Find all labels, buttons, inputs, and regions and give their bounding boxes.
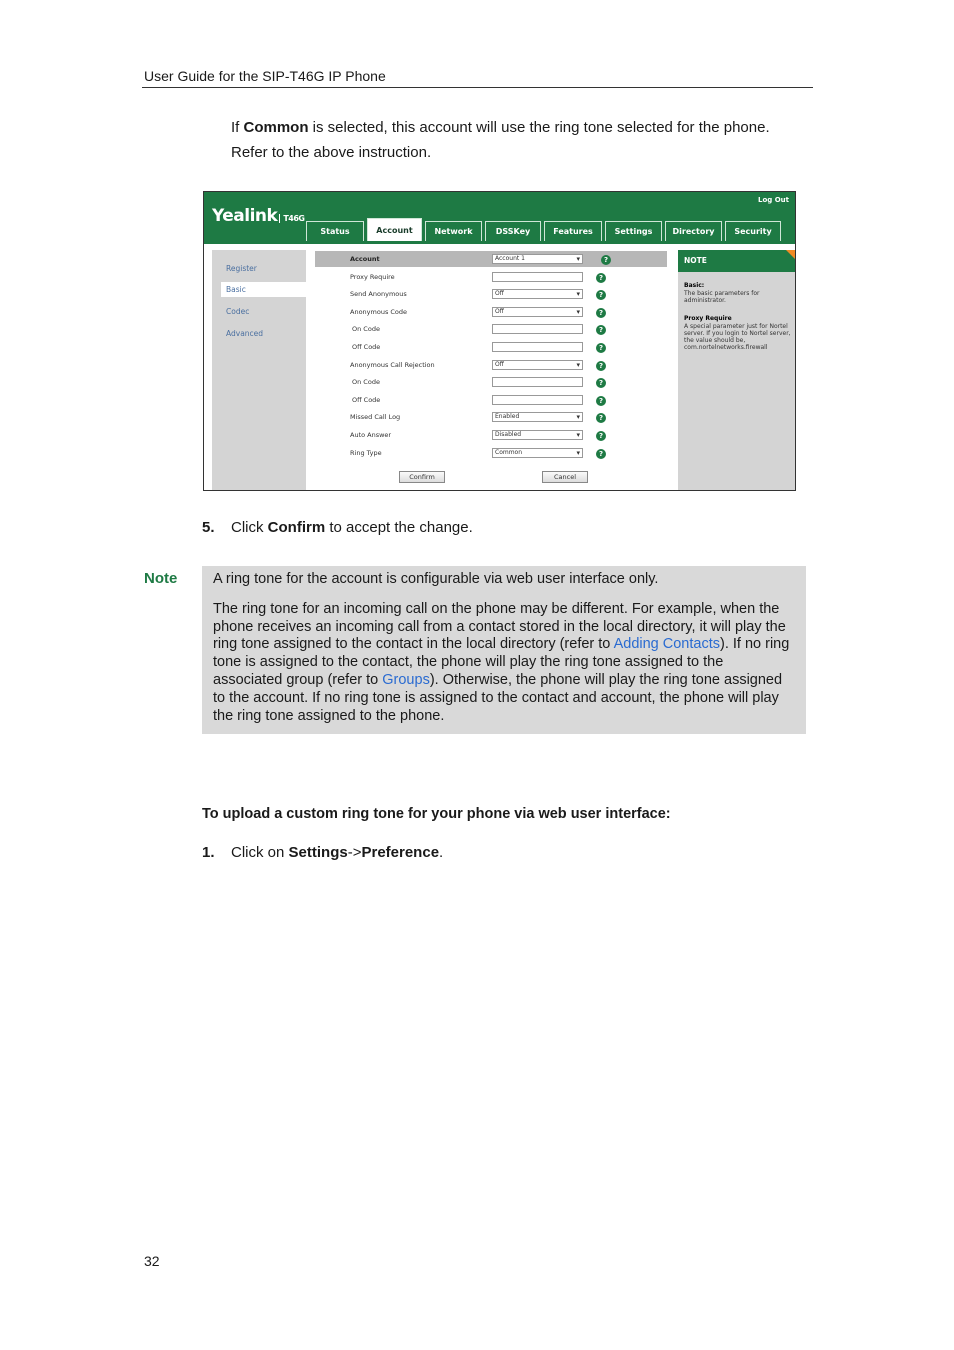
tab-dsskey[interactable]: DSSKey — [485, 221, 541, 241]
tab-bar — [306, 221, 781, 241]
section-subheading: To upload a custom ring tone for your phone via web user interface: — [202, 806, 671, 822]
form-label: Ring Type — [350, 448, 382, 457]
form-text-input[interactable] — [492, 272, 583, 282]
note-proxy-text: A special parameter just for Nortel server. If you login to Nortel server, the value should be, com.nortelnetworks.firewall — [684, 323, 791, 351]
note-paragraph-2: The ring tone for an incoming call on the phone may be different. For example, when the phone receives an incoming call from a contact stored in the local directory, it will play the ring tone assigned to the contact in the local directory (refer to Adding Contacts). If no ring tone is assigned to the contact, the phone will play the ring tone assigned to the associated group (refer to Groups). Otherwise, the phone will play the ring tone assigned to the account. If no ring tone is assigned to the contact and account, the phone will play the ring tone assigned to the phone. — [213, 600, 790, 724]
intro-line-2: Refer to the above instruction. — [231, 144, 432, 161]
form-label: Anonymous Code — [350, 307, 408, 316]
web-ui-screenshot — [203, 191, 796, 491]
groups-link[interactable]: Groups — [382, 671, 430, 688]
form-text-input[interactable] — [492, 324, 583, 334]
form-text-input[interactable] — [492, 342, 583, 352]
help-icon[interactable]: ? — [596, 396, 606, 406]
form-label: Off Code — [352, 395, 381, 404]
form-select[interactable]: Disabled ▾ — [492, 430, 583, 440]
note-paragraph-1: A ring tone for the account is configurable via web user interface only. — [213, 571, 659, 587]
cancel-button[interactable]: Cancel — [542, 471, 588, 483]
help-icon[interactable]: ? — [596, 273, 606, 283]
sidebar-item-register[interactable]: Register — [226, 264, 257, 273]
form-label: Off Code — [352, 343, 381, 351]
help-icon[interactable]: ? — [601, 255, 611, 265]
note-basic-title: Basic: — [684, 282, 705, 289]
form-select[interactable]: Off ▾ — [492, 307, 583, 317]
help-icon[interactable]: ? — [596, 308, 606, 318]
intro-line-1: If Common is selected, this account will use the ring tone selected for the phone. — [231, 119, 770, 136]
form-select[interactable]: Off ▾ — [492, 289, 583, 299]
step-5-number: 5. — [202, 519, 215, 536]
form-label: On Code — [352, 378, 380, 387]
web-ui-header — [204, 192, 795, 244]
form-text-input[interactable] — [492, 395, 583, 405]
sidebar — [212, 250, 306, 491]
tab-network[interactable]: Network — [425, 221, 482, 241]
note-panel-title: NOTE — [678, 250, 795, 272]
running-header: User Guide for the SIP-T46G IP Phone — [144, 68, 386, 84]
form-select[interactable]: Common ▾ — [492, 448, 583, 458]
help-icon[interactable]: ? — [596, 290, 606, 300]
confirm-button[interactable]: Confirm — [399, 471, 445, 483]
note-proxy-title: Proxy Require — [684, 315, 732, 322]
form-label: Account — [350, 255, 380, 263]
note-corner-fold — [786, 250, 795, 259]
sidebar-item-advanced[interactable]: Advanced — [226, 329, 264, 338]
tab-account[interactable]: Account — [367, 218, 422, 241]
step-1-text: Click on Settings->Preference. — [231, 844, 444, 861]
note-label: Note — [144, 570, 178, 587]
form-label: Auto Answer — [350, 431, 392, 439]
page-number: 32 — [144, 1253, 160, 1269]
help-icon[interactable]: ? — [596, 449, 606, 459]
help-icon[interactable]: ? — [596, 343, 606, 353]
note-basic-text: The basic parameters for administrator. — [684, 290, 760, 304]
form-select[interactable]: Off ▾ — [492, 360, 583, 370]
account-form — [308, 250, 676, 491]
form-label: Missed Call Log — [350, 413, 401, 422]
help-icon[interactable]: ? — [596, 431, 606, 441]
tab-features[interactable]: Features — [544, 221, 602, 241]
step-5-text: Click Confirm to accept the change. — [231, 519, 473, 536]
form-label: Anonymous Call Rejection — [350, 360, 435, 369]
form-select[interactable]: Account 1 ▾ — [492, 254, 583, 264]
help-icon[interactable]: ? — [596, 361, 606, 371]
tab-security[interactable]: Security — [725, 221, 781, 241]
tab-directory[interactable]: Directory — [665, 221, 722, 241]
help-icon[interactable]: ? — [596, 413, 606, 423]
form-label: Send Anonymous — [350, 290, 407, 299]
note-box — [202, 566, 806, 734]
header-rule — [142, 87, 813, 88]
note-panel — [678, 250, 795, 491]
form-label: Proxy Require — [350, 272, 395, 281]
form-select[interactable]: Enabled ▾ — [492, 412, 583, 422]
help-icon[interactable]: ? — [596, 325, 606, 335]
sidebar-item-codec[interactable]: Codec — [226, 307, 250, 316]
form-label: On Code — [352, 325, 380, 334]
form-text-input[interactable] — [492, 377, 583, 387]
sidebar-item-basic[interactable]: Basic — [221, 282, 306, 297]
step-1-number: 1. — [202, 844, 215, 861]
help-icon[interactable]: ? — [596, 378, 606, 388]
logout-link[interactable]: Log Out — [758, 196, 789, 204]
tab-status[interactable]: Status — [306, 221, 364, 241]
yealink-logo: Yealink T46G — [212, 206, 305, 226]
adding-contacts-link[interactable]: Adding Contacts — [613, 636, 720, 653]
tab-settings[interactable]: Settings — [605, 221, 662, 241]
